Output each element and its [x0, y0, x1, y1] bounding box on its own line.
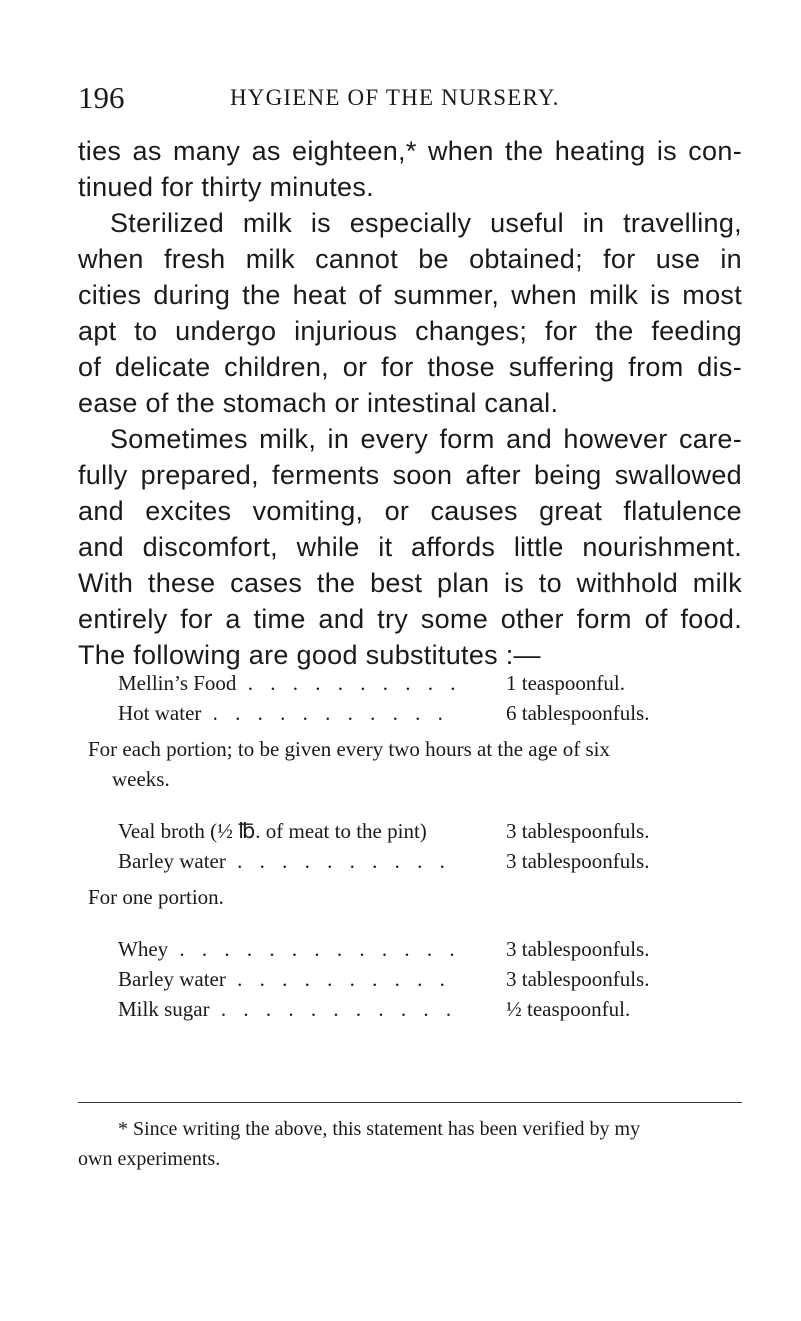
body-line: entirely for a time and try some other form of food.	[78, 604, 742, 634]
body-line: Sometimes milk, in every form and however care-	[110, 424, 742, 454]
body-line: fully prepared, ferments soon after being swallowed	[78, 460, 742, 490]
recipe-item	[78, 668, 742, 698]
recipe-note-line: For one portion.	[88, 885, 224, 909]
recipe-note	[78, 734, 742, 794]
recipe-quantity: 6 tablespoonfuls.	[506, 701, 650, 725]
dot-leader: . . . . . . . . . . .	[201, 701, 449, 725]
body-line: ties as many as eighteen,* when the heating is con-	[78, 136, 742, 166]
body-line: ease of the stomach or intestinal canal.	[78, 388, 559, 418]
footnote-line: * Since writing the above, this statement has been verified by my	[118, 1118, 641, 1140]
recipe-item	[78, 846, 742, 876]
recipe-quantity: 3 tablespoonfuls.	[506, 849, 650, 873]
dot-leader: . . . . . . . . . . . . .	[168, 937, 461, 961]
recipe-note	[78, 882, 742, 912]
recipe-item	[78, 816, 742, 846]
body-line: With these cases the best plan is to withhold milk	[78, 568, 742, 598]
recipe-item	[78, 934, 742, 964]
recipe-ingredient: Barley water	[118, 849, 226, 873]
running-head: HYGIENE OF THE NURSERY.	[230, 85, 560, 110]
recipe-ingredient: Veal broth (½ ℔. of meat to the pint)	[118, 819, 427, 843]
recipe-item	[78, 698, 742, 728]
recipe-item	[78, 964, 742, 994]
recipe-ingredient: Hot water	[118, 701, 202, 725]
footnote	[78, 1114, 742, 1174]
body-line: and excites vomiting, or causes great flatulence	[78, 496, 742, 526]
body-line: cities during the heat of summer, when milk is most	[78, 280, 742, 310]
recipe-ingredient: Mellin’s Food	[118, 671, 237, 695]
body-line: tinued for thirty minutes.	[78, 172, 374, 202]
dot-leader: . . . . . . . . . .	[225, 967, 451, 991]
page-number: 196	[78, 80, 125, 115]
footnote-rule	[78, 1102, 742, 1103]
dot-leader: . . . . . . . . . .	[236, 671, 462, 695]
page-header	[78, 78, 738, 118]
recipe-note-line: For each portion; to be given every two hours at the age of six	[88, 737, 610, 761]
body-line: apt to undergo injurious changes; for the feeding	[78, 316, 742, 346]
recipe-note-line: weeks.	[112, 767, 170, 791]
dot-leader: . . . . . . . . . . .	[209, 997, 458, 1021]
recipe-quantity: ½ teaspoonful.	[506, 997, 631, 1021]
recipe-quantity: 3 tablespoonfuls.	[506, 937, 650, 961]
recipe-ingredient: Milk sugar	[118, 997, 210, 1021]
recipe-ingredient: Whey	[118, 937, 169, 961]
recipe-item	[78, 994, 742, 1024]
body-line: The following are good substitutes :—	[78, 640, 541, 670]
recipe-quantity: 1 teaspoonful.	[506, 671, 625, 695]
recipe-quantity: 3 tablespoonfuls.	[506, 819, 650, 843]
recipe-quantity: 3 tablespoonfuls.	[506, 967, 650, 991]
body-line: when fresh milk cannot be obtained; for use in	[78, 244, 742, 274]
body-line: and discomfort, while it affords little nourishment.	[78, 532, 742, 562]
footnote-line: own experiments.	[78, 1148, 221, 1170]
dot-leader: . . . . . . . . . .	[225, 849, 451, 873]
recipe-ingredient: Barley water	[118, 967, 226, 991]
body-line: of delicate children, or for those suffering from dis-	[78, 352, 742, 382]
body-paragraphs	[78, 133, 742, 673]
body-line: Sterilized milk is especially useful in travelling,	[110, 208, 742, 238]
recipe-list	[78, 668, 742, 1024]
